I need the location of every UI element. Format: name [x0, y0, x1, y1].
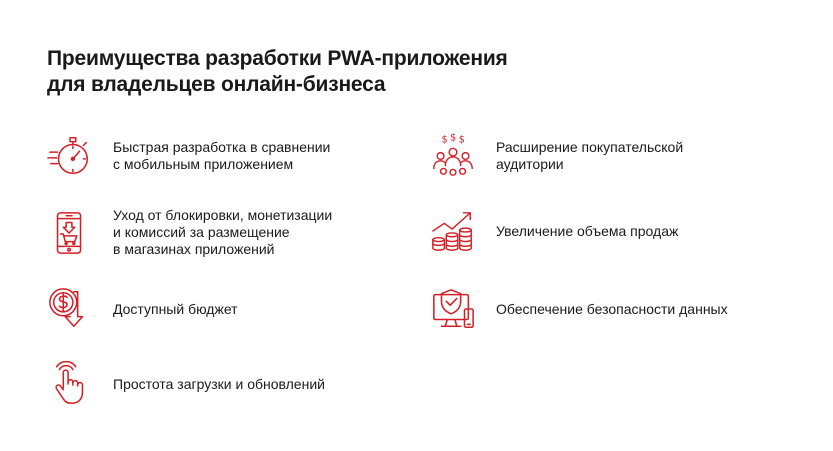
- title-line-1: Преимущества разработки PWA-приложения: [47, 47, 508, 70]
- touch-hand-icon: [46, 360, 94, 408]
- sales-growth-icon: [429, 207, 477, 255]
- shield-monitor-icon: [429, 285, 477, 333]
- benefit-no-store-fees: [46, 207, 332, 258]
- svg-text:$: $: [450, 133, 457, 144]
- dollar-coin-down-icon: [46, 285, 94, 333]
- benefit-fast-development: [46, 132, 330, 180]
- benefit-label: Доступный бюджет: [113, 300, 238, 317]
- benefit-wider-audience: [429, 132, 683, 180]
- benefit-label: Простота загрузки и обновлений: [113, 375, 325, 392]
- phone-cart-icon: [46, 209, 94, 257]
- svg-text:$: $: [458, 134, 465, 146]
- audience-dollars-icon: [429, 132, 477, 180]
- benefit-label: Уход от блокировки, монетизации и комиссий за размещение в магазинах приложений: [113, 207, 333, 257]
- page-title: [47, 46, 508, 98]
- benefit-label: Расширение покупательской аудитории: [496, 139, 684, 172]
- benefit-sales-growth: [429, 207, 678, 255]
- benefit-label: Обеспечение безопасности данных: [496, 300, 728, 317]
- benefit-data-security: [429, 285, 728, 333]
- title-line-2: для владельцев онлайн-бизнеса: [47, 73, 386, 96]
- stopwatch-speed-icon: [46, 132, 94, 180]
- benefit-label: Увеличение объема продаж: [496, 222, 679, 239]
- benefit-label: Быстрая разработка в сравнении с мобильным приложением: [113, 139, 331, 172]
- svg-text:$: $: [441, 134, 448, 146]
- benefit-affordable-budget: [46, 285, 238, 333]
- benefit-easy-updates: [46, 360, 325, 408]
